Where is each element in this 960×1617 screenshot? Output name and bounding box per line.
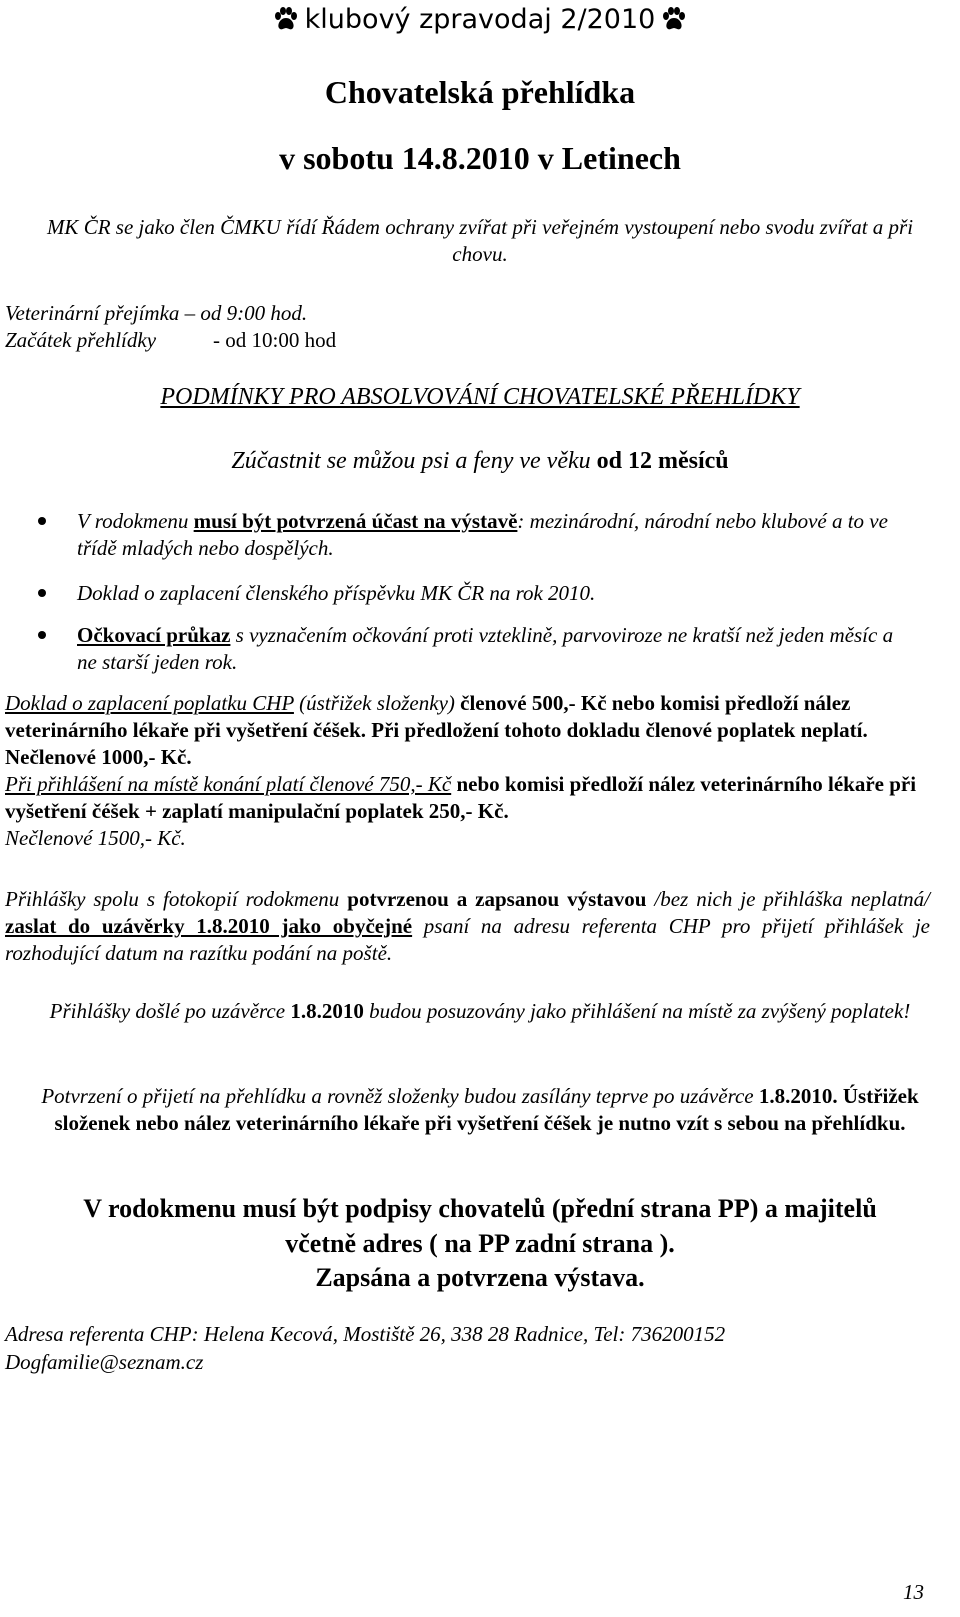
schedule-vet	[5, 300, 307, 327]
list-item: V rodokmenu musí být potvrzená účast na výstavě: mezinárodní, národní nebo klubové a to ve třídě mladých nebo dospělých.	[77, 509, 888, 560]
fee-paragraph: Doklad o zaplacení poplatku CHP (ústřižek složenky) členové 500,- Kč nebo komisi předloží nález veterinárního lékaře při vyšetření čéšek. Při předložení tohoto dokladu členové poplatek neplatí. Nečlenové 1000,- Kč. Při přihlášení na místě konání platí členové 750,- Kč nebo komisi předloží nález veterinárního lékaře při vyšetření čéšek + zaplatí manipulační poplatek 250,- Kč. Nečlenové 1500,- Kč.	[5, 691, 917, 850]
schedule-start	[5, 327, 336, 354]
page-subtitle: v sobotu 14.8.2010 v Letinech	[279, 140, 681, 176]
pedigree-line-1: V rodokmenu musí být podpisy chovatelů (přední strana PP) a majitelů	[83, 1194, 877, 1223]
start-label: Začátek přehlídky	[5, 328, 157, 352]
contact-address: Adresa referenta CHP: Helena Kecová, Mostiště 26, 338 28 Radnice, Tel: 736200152	[5, 1322, 726, 1346]
contact-email[interactable]: Dogfamilie@seznam.cz	[5, 1350, 204, 1374]
start-time: - od 10:00 hod	[213, 328, 337, 352]
conditions-heading: PODMÍNKY PRO ABSOLVOVÁNÍ CHOVATELSKÉ PŘEHLÍDKY	[160, 384, 800, 410]
intro-text: MK ČR se jako člen ČMKU řídí Řádem ochrany zvířat při veřejném vystoupení nebo svodu zvířat a při chovu.	[46, 215, 914, 266]
paw-icon	[661, 6, 687, 39]
vet-time: – od 9:00 hod.	[184, 301, 308, 325]
vet-label: Veterinární přejímka	[5, 301, 180, 325]
pedigree-line-3: Zapsána a potvrzena výstava.	[315, 1263, 645, 1292]
header-title: klubový zpravodaj 2/2010	[304, 4, 656, 35]
bullet-dot	[38, 517, 46, 525]
bullet-dot	[38, 631, 46, 639]
confirm-paragraph: Potvrzení o přijetí na přehlídku a rovněž složenky budou zasílány teprve po uzávěrce 1.8.2010. Ústřižek složenek nebo nález veterinárního lékaře při vyšetření čéšek je nutno vzít s sebou na přehlídku.	[41, 1084, 919, 1135]
applications-paragraph: Přihlášky spolu s fotokopií rodokmenu potvrzenou a zapsanou výstavou /bez nich je přihláška neplatná/ zaslat do uzávěrky 1.8.2010 jako obyčejné psaní na adresu referenta CHP pro přijetí přihlášek je rozhodující datum na razítku podání na poště.	[5, 887, 931, 965]
list-item: Doklad o zaplacení členského příspěvku MK ČR na rok 2010.	[77, 581, 596, 605]
newsletter-header	[0, 4, 960, 39]
paw-icon	[273, 6, 299, 39]
age-condition: Zúčastnit se můžou psi a feny ve věku od 12 měsíců	[231, 448, 729, 474]
list-item: Očkovací průkaz s vyznačením očkování proti vzteklině, parvoviroze ne kratší než jeden měsíc a ne starší jeden rok.	[77, 623, 894, 674]
pedigree-line-2: včetně adres ( na PP zadní strana ).	[285, 1229, 675, 1258]
bullet-dot	[38, 589, 46, 597]
page-number: 13	[903, 1580, 924, 1604]
age-value: od 12 měsíců	[596, 448, 729, 474]
page-title: Chovatelská přehlídka	[324, 74, 636, 110]
late-paragraph: Přihlášky došlé po uzávěrce 1.8.2010 budou posuzovány jako přihlášení na místě za zvýšený poplatek!	[49, 999, 911, 1023]
